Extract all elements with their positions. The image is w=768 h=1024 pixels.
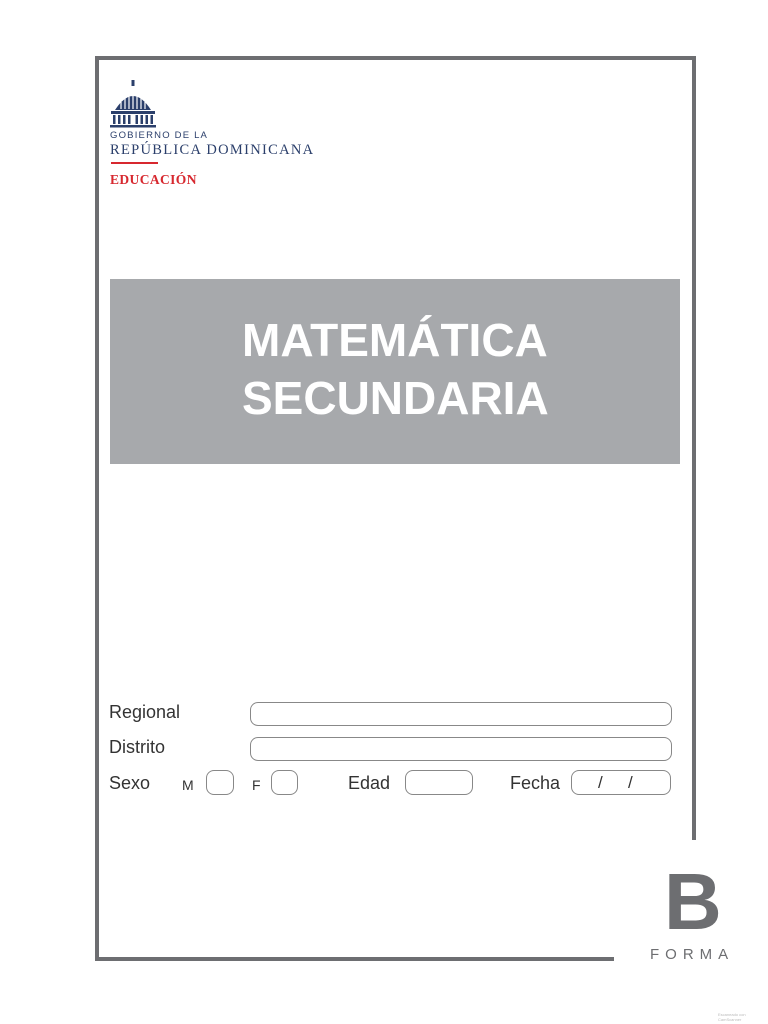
exam-title-line2: SECUNDARIA — [242, 372, 549, 424]
edad-field[interactable] — [405, 770, 473, 795]
sex-f-label: F — [252, 777, 261, 793]
sex-m-checkbox[interactable] — [206, 770, 234, 795]
capitol-dome-icon — [108, 80, 158, 128]
logo-government-text: GOBIERNO DE LA — [110, 130, 209, 141]
logo-red-divider — [111, 162, 158, 164]
government-logo — [108, 80, 338, 200]
logo-education-text: EDUCACIÓN — [110, 172, 197, 187]
form-letter: B — [664, 857, 722, 946]
form-word: FORMA — [650, 946, 735, 963]
logo-republic-text: REPÚBLICA DOMINICANA — [110, 142, 315, 158]
distrito-label: Distrito — [109, 737, 166, 757]
regional-label: Regional — [109, 702, 181, 722]
sexo-label: Sexo — [109, 773, 151, 793]
regional-field[interactable] — [250, 702, 672, 726]
fecha-label: Fecha — [510, 773, 561, 793]
scanner-watermark: Escaneado con CamScanner — [718, 1012, 746, 1022]
edad-label: Edad — [348, 773, 391, 793]
date-separator-2: / — [628, 773, 633, 792]
distrito-field[interactable] — [250, 737, 672, 761]
exam-title — [242, 311, 549, 427]
exam-title-line1: MATEMÁTICA — [242, 314, 548, 366]
sex-f-checkbox[interactable] — [271, 770, 298, 795]
date-separator-1: / — [598, 773, 603, 792]
sex-m-label: M — [182, 777, 194, 793]
fecha-field[interactable] — [571, 770, 671, 795]
